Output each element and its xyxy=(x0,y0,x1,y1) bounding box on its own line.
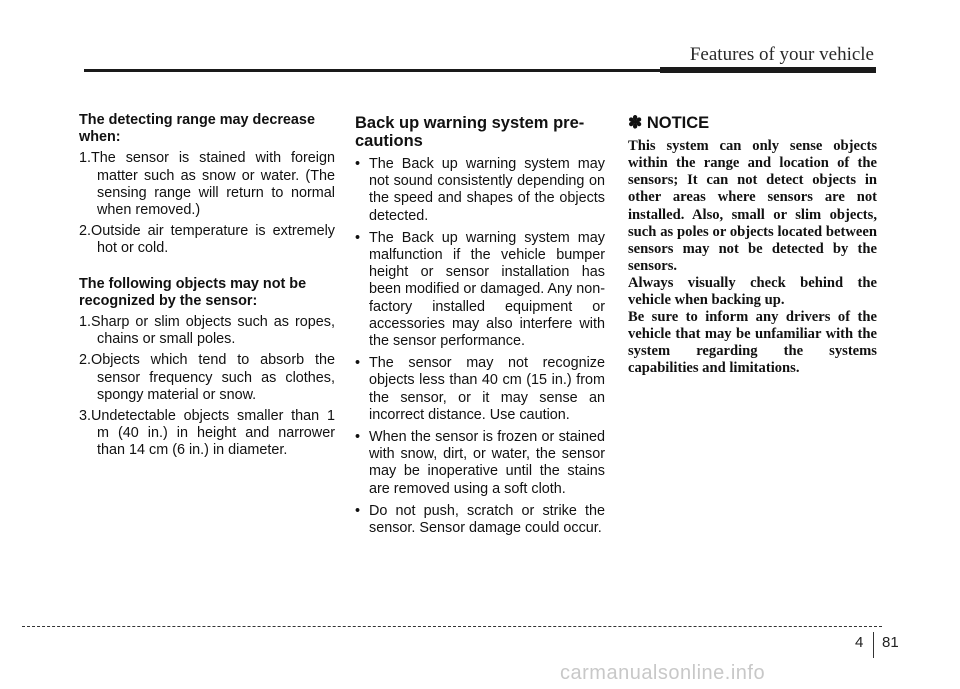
bullet-icon: • xyxy=(355,229,361,246)
list-item xyxy=(79,223,335,257)
item-text: The sensor is stained with foreign matter such as snow or water. (The sensing range will return to normal when removed.) xyxy=(91,150,335,219)
item-text: Sharp or slim objects such as ropes, chains or small poles. xyxy=(91,314,335,348)
list-item xyxy=(79,408,335,460)
item-text: Outside air temperature is extremely hot or cold. xyxy=(91,223,335,257)
notice-body xyxy=(628,138,877,377)
item-number: 1. xyxy=(79,314,92,331)
item-text: When the sensor is frozen or stained with snow, dirt, or water, the sensor may be inoperative until the stains are removed using a soft cloth. xyxy=(369,429,605,497)
bullet-icon: • xyxy=(355,502,361,519)
list-item xyxy=(355,230,605,350)
bullet-icon: • xyxy=(355,429,361,446)
section-title-precautions: Back up warning system pre-cautions xyxy=(355,114,585,150)
list-item xyxy=(79,314,335,348)
item-text: Do not push, scratch or strike the sensor. Sensor damage could occur. xyxy=(369,502,605,537)
list-item xyxy=(79,150,335,219)
notice-star-icon: ✽ xyxy=(628,113,643,132)
item-number: 1. xyxy=(79,150,92,167)
item-number: 2. xyxy=(79,223,92,240)
notice-paragraph: Be sure to inform any drivers of the vehicle that may be unfamiliar with the system regarding the systems capabilities and limitations. xyxy=(628,309,877,377)
item-text: The Back up warning system may malfunction if the vehicle bumper height or sensor installation has been modified or damaged. Any non-factory installed equipment or accessories may also interfere with the sensor performance. xyxy=(369,229,606,350)
notice-title: NOTICE xyxy=(646,114,710,132)
column-detecting-range xyxy=(79,112,335,464)
list-item xyxy=(79,352,335,404)
notice-paragraph: This system can only sense objects within the range and location of the sensors; It can not detect objects in other areas where sensors are not installed. Also, small or slim objects, such as poles or objects located between sensors may not be detected by the sensors. xyxy=(628,138,877,274)
page-number-divider xyxy=(873,632,874,658)
item-text: Undetectable objects smaller than 1 m (40 in.) in height and narrower than 14 cm (6 in.) in diameter. xyxy=(91,408,335,459)
column-precautions xyxy=(355,112,605,542)
notice-paragraph: Always visually check behind the vehicle when backing up. xyxy=(628,274,877,309)
bullet-icon: • xyxy=(355,355,361,372)
detecting-range-list xyxy=(79,150,335,257)
list-item xyxy=(355,156,605,225)
unrecognized-objects-list xyxy=(79,314,335,460)
item-number: 2. xyxy=(79,352,92,369)
precautions-list xyxy=(355,156,605,537)
header-rule-accent xyxy=(660,67,876,73)
page-number: 81 xyxy=(882,634,899,651)
item-text: The Back up warning system may not sound consistently depending on the speed and shapes of the objects detected. xyxy=(369,156,605,224)
notice-heading xyxy=(628,114,877,132)
item-number: 3. xyxy=(79,408,92,425)
item-text: The sensor may not recognize objects less than 40 cm (15 in.) from the sensor, or it may sense an incorrect distance. Use caution. xyxy=(369,355,605,423)
bullet-icon: • xyxy=(355,156,361,172)
list-item xyxy=(355,355,605,424)
watermark: carmanualsonline.info xyxy=(560,662,766,684)
subheading-unrecognized-objects: The following objects may not be recognized by the sensor: xyxy=(79,275,307,309)
list-item xyxy=(355,503,605,537)
list-item xyxy=(355,429,605,498)
column-notice xyxy=(628,112,877,378)
footer-rule xyxy=(22,626,882,627)
page-header-title: Features of your vehicle xyxy=(689,44,874,65)
chapter-number: 4 xyxy=(855,634,864,651)
subheading-detecting-range: The detecting range may decrease when: xyxy=(79,112,315,146)
item-text: Objects which tend to absorb the sensor frequency such as clothes, spongy material or snow. xyxy=(91,352,335,403)
